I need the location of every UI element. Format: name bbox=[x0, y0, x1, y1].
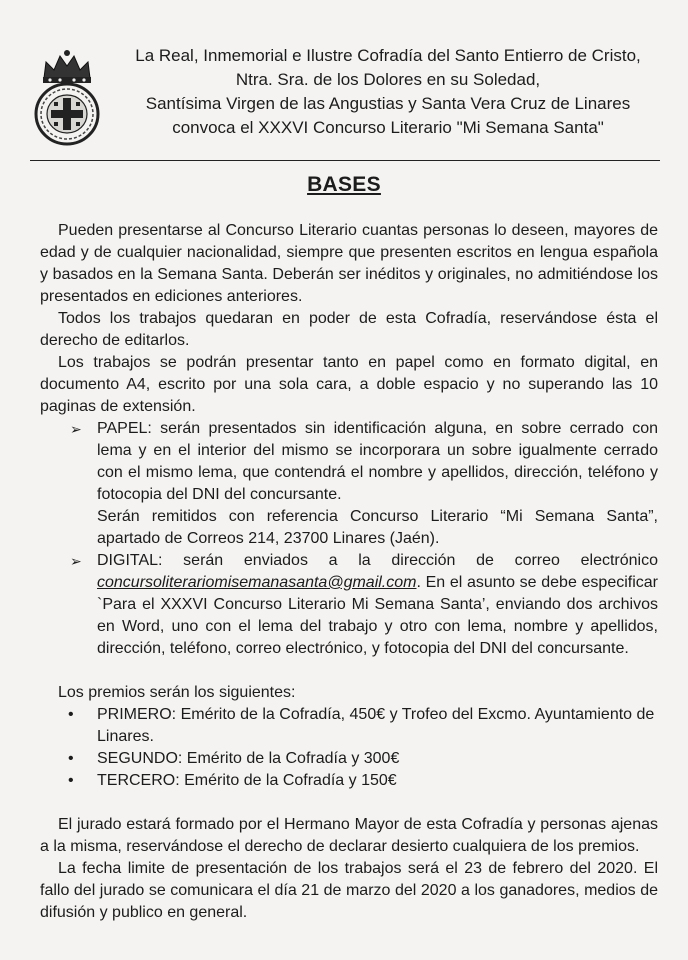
list-item-prize bbox=[40, 748, 658, 770]
papel-shipping-text: Serán remitidos con referencia Concurso Literario “Mi Semana Santa”, apartado de Correos 214, 23700 Linares (Jaén). bbox=[97, 508, 658, 547]
prize-first: PRIMERO: Emérito de la Cofradía, 450€ y Trofeo del Excmo. Ayuntamiento de Linares. bbox=[97, 706, 655, 745]
prize-second: SEGUNDO: Emérito de la Cofradía y 300€ bbox=[97, 750, 400, 767]
arrow-bullet-icon: ➢ bbox=[70, 421, 82, 437]
list-item-papel bbox=[40, 418, 658, 550]
paragraph-deadline: La fecha limite de presentación de los trabajos será el 23 de febrero del 2020. El fallo del jurado se comunicara el día 21 de marzo del 2020 a los ganadores, medios de difusión y publico en general. bbox=[40, 860, 658, 921]
document-header bbox=[108, 44, 668, 140]
papel-text: PAPEL: serán presentados sin identificación alguna, en sobre cerrado con lema y en el interior del mismo se incorporara un sobre igualmente cerrado con el mismo lema, que contendrá el nombre y apellidos, dirección, teléfono y fotocopia del DNI del concursante. bbox=[97, 420, 658, 503]
bullet-icon: • bbox=[68, 706, 74, 723]
paragraph-participants: Pueden presentarse al Concurso Literario cuantas personas lo deseen, mayores de edad y de cualquier nacionalidad, siempre que presenten escritos en lengua española y basados en la Semana Santa. Deberán ser inéditos y originales, no admitiéndose los presentados en ediciones anteriores. bbox=[40, 222, 658, 305]
paragraph-jury: El jurado estará formado por el Hermano Mayor de esta Cofradía y personas ajenas a la misma, reservándose el derecho de declarar desierto cualquiera de los premios. bbox=[40, 816, 658, 855]
list-item-prize bbox=[40, 770, 658, 792]
brotherhood-crest-icon bbox=[32, 48, 102, 148]
digital-text-after: . En el asunto se debe especificar `Para el XXXVI Concurso Literario Mi Semana Santa’, enviando dos archivos en Word, uno con el lema del trabajo y otro con lema, nombre y apellidos, dirección, teléfono, correo electrónico, y fotocopia del DNI del concursante. bbox=[97, 574, 658, 657]
digital-text-before: DIGITAL: serán enviados a la dirección de correo electrónico bbox=[97, 552, 658, 569]
document-body bbox=[40, 220, 658, 924]
paragraph-rights: Todos los trabajos quedaran en poder de esta Cofradía, reservándose ésta el derecho de editarlos. bbox=[40, 310, 658, 349]
header-divider bbox=[30, 160, 660, 161]
prizes-intro: Los premios serán los siguientes: bbox=[58, 684, 296, 701]
header-line-3: Santísima Virgen de las Angustias y Santa Vera Cruz de Linares bbox=[145, 94, 631, 113]
header-line-4: convoca el XXXVI Concurso Literario "Mi Semana Santa" bbox=[172, 118, 604, 137]
header-line-2: Ntra. Sra. de los Dolores en su Soledad, bbox=[235, 70, 541, 89]
bullet-icon: • bbox=[68, 772, 74, 789]
paragraph-format: Los trabajos se podrán presentar tanto en papel como en formato digital, en documento A4, escrito por una sola cara, a doble espacio y no superando las 10 paginas de extensión. bbox=[40, 354, 658, 415]
page-title: BASES bbox=[307, 173, 381, 196]
prize-third: TERCERO: Emérito de la Cofradía y 150€ bbox=[97, 772, 397, 789]
list-item-prize bbox=[40, 704, 658, 748]
arrow-bullet-icon: ➢ bbox=[70, 553, 82, 569]
contest-email-link[interactable]: concursoliterariomisemanasanta@gmail.com bbox=[97, 574, 417, 591]
bullet-icon: • bbox=[68, 750, 74, 767]
list-item-digital bbox=[40, 550, 658, 660]
header-line-1: La Real, Inmemorial e Ilustre Cofradía del Santo Entierro de Cristo, bbox=[135, 46, 641, 65]
